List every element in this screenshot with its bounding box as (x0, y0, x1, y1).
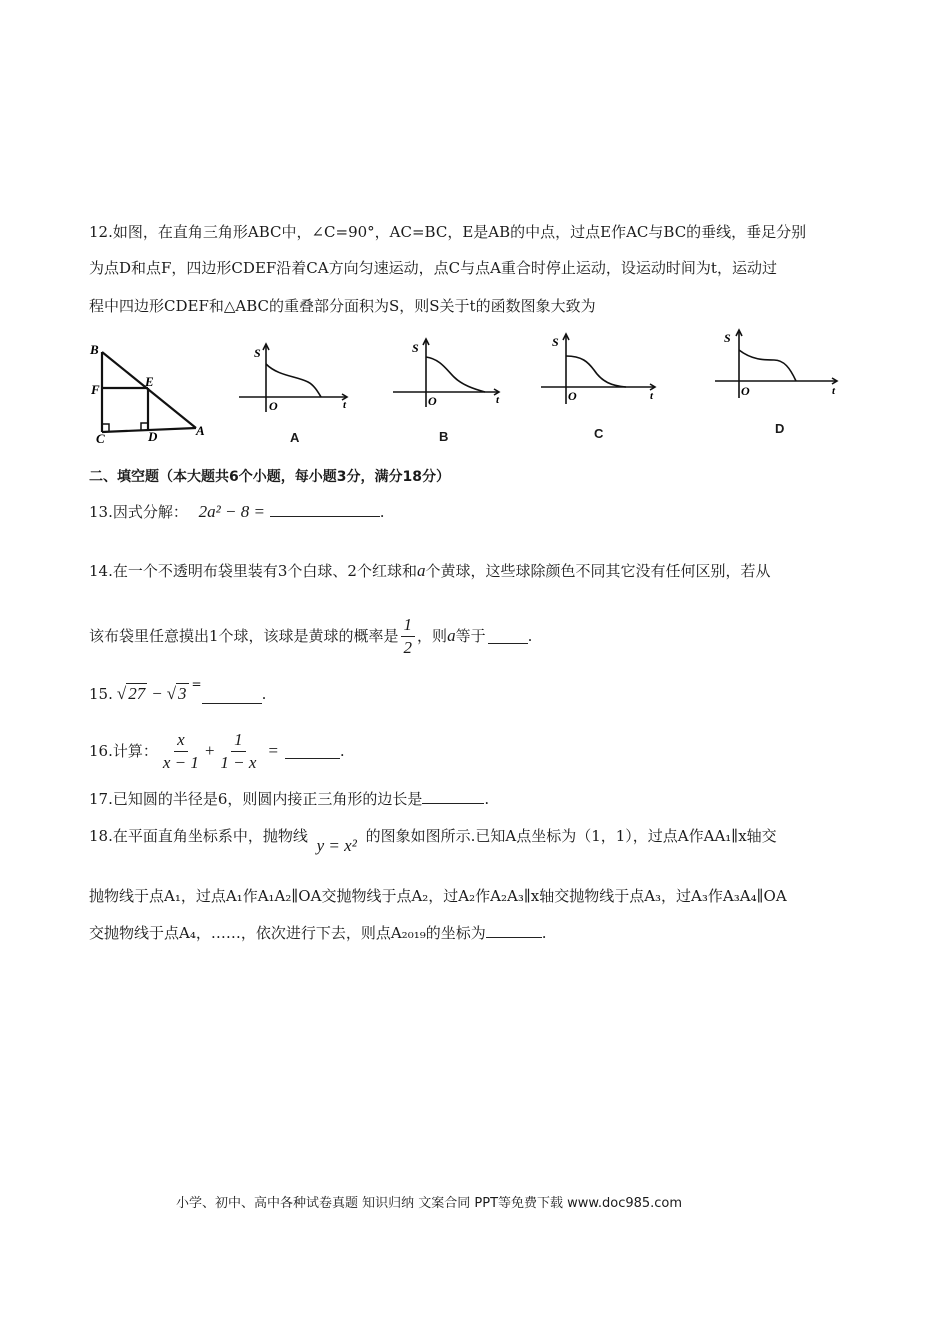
q14-answer-blank[interactable] (488, 629, 528, 644)
label-f: F (91, 382, 100, 397)
q15: 15. √ 27 − √ 3 = . (89, 677, 267, 703)
label-a: A (196, 423, 205, 438)
svg-text:O: O (741, 384, 750, 398)
graph-option-b (390, 335, 510, 414)
q16: 16.计算： $\frac{x}{x - 1}$ + $\frac{1}{1 - x}$ = . (89, 729, 345, 772)
graph-option-d (712, 328, 842, 407)
q18-answer-blank[interactable] (486, 923, 542, 938)
label-d: D (148, 429, 158, 444)
q12-line2: 为点D和点F，四边形CDEF沿着CA方向匀速运动，点C与点A重合时停止运动，设运动时间为t，运动过 (89, 259, 777, 277)
triangle-figure (88, 340, 213, 449)
q14-fraction: $\frac{1}{2}$ (401, 614, 416, 659)
svg-text:O: O (269, 399, 278, 413)
q14-line2: 该布袋里任意摸出1个球，该球是黄球的概率是 $\frac{1}{2}$ ，则 a 等于 . (89, 614, 533, 657)
svg-text:O: O (428, 394, 437, 408)
q18-line2: 抛物线于点A₁，过点A₁作A₁A₂∥OA交抛物线于点A₂，过A₂作A₂A₃∥x轴交抛物线于点A₃，过A₃作A₃A₄∥OA (89, 887, 787, 905)
q14-line1: 14.在一个不透明布袋里装有3个白球、2个红球和a个黄球，这些球除颜色不同其它没有任何区别，若从 (89, 561, 771, 580)
q17: 17.已知圆的半径是6，则圆内接正三角形的边长是 . (89, 790, 490, 808)
q18-line1: 18.在平面直角坐标系中，抛物线 y = x² 的图象如图所示.已知A点坐标为（1，1），过点A作AA₁∥x轴交 (89, 827, 777, 855)
q15-answer-blank[interactable] (202, 689, 262, 704)
svg-text:S: S (552, 335, 559, 349)
label-b: B (90, 342, 99, 357)
q18-line3: 交抛物线于点A₄，……，依次进行下去，则点A₂₀₁₉的坐标为 . (89, 924, 547, 942)
svg-text:S: S (412, 341, 419, 355)
label-e: E (145, 374, 154, 389)
q13: 13.因式分解： 2a² − 8 = . (89, 502, 385, 521)
q16-answer-blank[interactable] (285, 744, 340, 759)
svg-text:t: t (650, 390, 654, 402)
option-label-d: D (775, 421, 785, 436)
section-heading: 二、填空题（本大题共6个小题，每小题3分，满分18分） (89, 469, 450, 485)
q17-answer-blank[interactable] (422, 789, 484, 804)
svg-text:S: S (724, 331, 731, 345)
svg-text:O: O (568, 389, 577, 403)
option-label-a: A (290, 430, 300, 445)
q13-answer-blank[interactable] (270, 502, 380, 517)
q12-line3: 程中四边形CDEF和△ABC的重叠部分面积为S，则S关于t的函数图象大致为 (89, 297, 596, 315)
graph-option-c (538, 332, 663, 411)
q12-line1: 12.如图，在直角三角形ABC中，∠C=90°，AC=BC，E是AB的中点，过点E作AC与BC的垂线，垂足分别 (89, 223, 807, 241)
option-label-b: B (439, 429, 449, 444)
footer-text: 小学、初中、高中各种试卷真题 知识归纳 文案合同 PPT等免费下载 www.doc985.com (176, 1196, 683, 1211)
graph-option-a (236, 340, 356, 419)
svg-text:t: t (496, 394, 500, 406)
svg-text:S: S (254, 346, 261, 360)
svg-text:t: t (343, 399, 347, 411)
label-c: C (96, 431, 105, 445)
svg-text:t: t (832, 385, 836, 397)
option-label-c: C (594, 426, 604, 441)
q18-expression: y = x² (316, 836, 357, 855)
q13-expression: 2a² − 8 = (198, 502, 265, 521)
